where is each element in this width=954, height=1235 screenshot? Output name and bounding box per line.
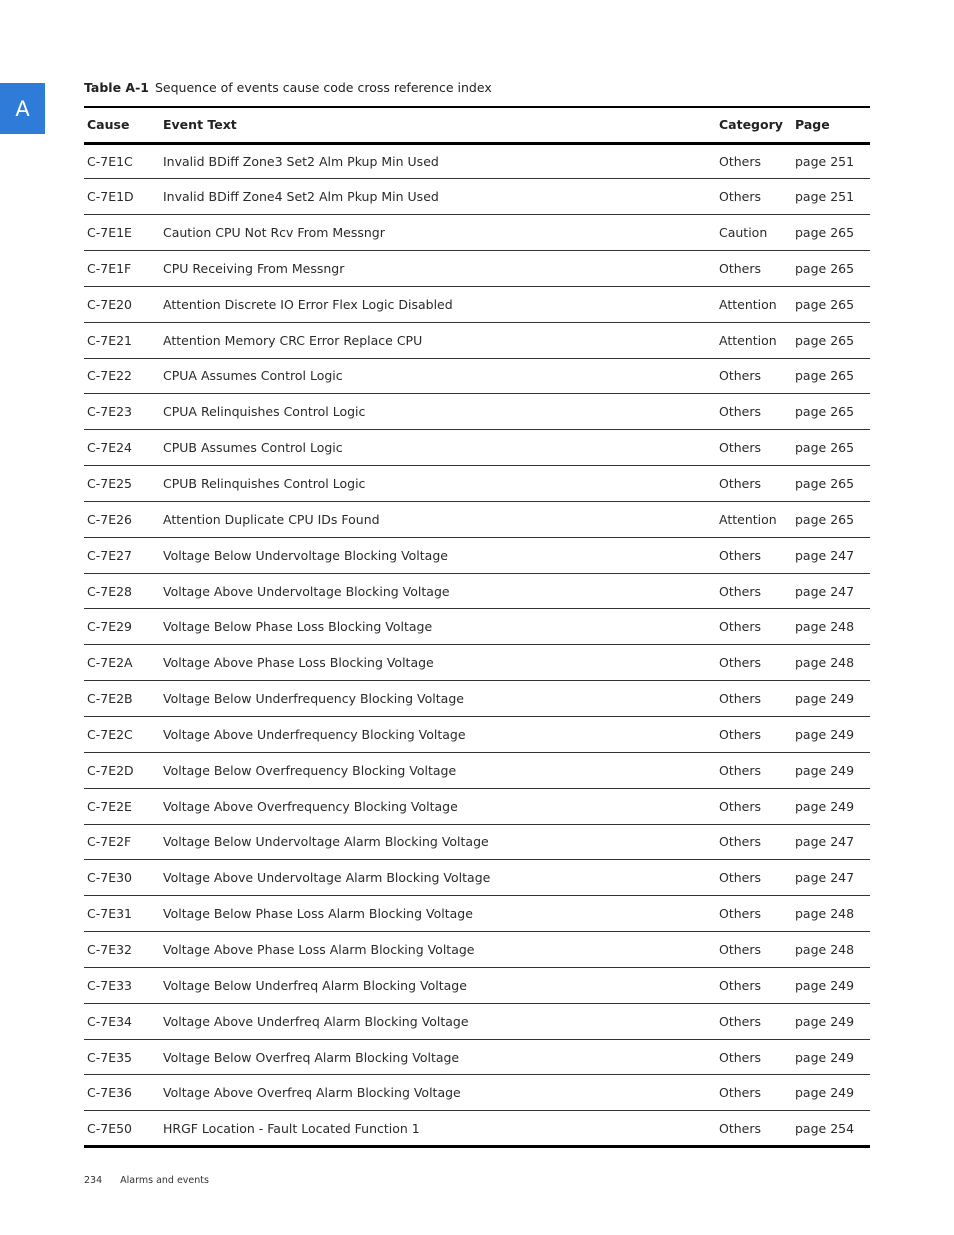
table-row: [84, 322, 870, 358]
cell-category: Others: [719, 1049, 762, 1065]
table-row: [84, 1039, 870, 1075]
cell-page: page 265: [795, 225, 855, 241]
header-event-text: Event Text: [163, 117, 237, 133]
table-row: [84, 1111, 870, 1147]
table-row: [84, 251, 870, 287]
cell-category: Others: [719, 189, 762, 205]
cell-cause: C-7E34: [87, 1013, 132, 1029]
cell-cause: C-7E1D: [87, 189, 134, 205]
cell-category: Others: [719, 655, 762, 671]
footer-page-number: 234: [84, 1175, 103, 1186]
cell-category: Others: [719, 834, 762, 850]
cell-cause: C-7E23: [87, 404, 132, 420]
cell-cause: C-7E22: [87, 368, 132, 384]
cell-cause: C-7E26: [87, 511, 132, 527]
cell-category: Others: [719, 1085, 762, 1101]
cell-page: page 249: [795, 1013, 855, 1029]
cell-category: Others: [719, 941, 762, 957]
cell-page: page 248: [795, 619, 855, 635]
table-row: [84, 932, 870, 968]
table-row: [84, 717, 870, 753]
cell-event-text: Invalid BDiff Zone3 Set2 Alm Pkup Min Used: [163, 153, 439, 169]
cell-page: page 249: [795, 977, 855, 993]
cell-event-text: Voltage Above Overfreq Alarm Blocking Voltage: [163, 1085, 461, 1101]
table-row: [84, 645, 870, 681]
cell-cause: C-7E2F: [87, 834, 132, 850]
cell-event-text: Attention Duplicate CPU IDs Found: [163, 511, 380, 527]
cell-category: Others: [719, 762, 762, 778]
cell-category: Caution: [719, 225, 768, 241]
table-row: [84, 537, 870, 573]
cell-cause: C-7E2D: [87, 762, 134, 778]
table-row: [84, 286, 870, 322]
table-caption-label: Table A-1: [84, 80, 149, 95]
cell-page: page 247: [795, 547, 855, 563]
table-row: [84, 143, 870, 179]
header-category: Category: [719, 117, 783, 133]
cell-page: page 249: [795, 1049, 855, 1065]
cell-page: page 247: [795, 583, 855, 599]
cell-event-text: CPUB Assumes Control Logic: [163, 440, 343, 456]
cell-category: Others: [719, 870, 762, 886]
cell-event-text: Voltage Above Underfrequency Blocking Voltage: [163, 726, 466, 742]
footer-section: Alarms and events: [120, 1175, 209, 1186]
cell-page: page 265: [795, 260, 855, 276]
cell-category: Attention: [719, 332, 777, 348]
cell-page: page 249: [795, 726, 855, 742]
table-row: [84, 466, 870, 502]
cell-page: page 247: [795, 870, 855, 886]
cell-page: page 265: [795, 404, 855, 420]
table-row: [84, 501, 870, 537]
table-row: [84, 1003, 870, 1039]
cell-page: page 249: [795, 1085, 855, 1101]
cell-category: Attention: [719, 511, 777, 527]
table-row: [84, 896, 870, 932]
cell-event-text: CPUA Assumes Control Logic: [163, 368, 343, 384]
cell-category: Others: [719, 476, 762, 492]
table-row: [84, 215, 870, 251]
cell-cause: C-7E29: [87, 619, 132, 635]
cell-category: Others: [719, 440, 762, 456]
table-row: [84, 824, 870, 860]
cell-event-text: Invalid BDiff Zone4 Set2 Alm Pkup Min Used: [163, 189, 439, 205]
cell-event-text: Voltage Below Overfreq Alarm Blocking Voltage: [163, 1049, 460, 1065]
cell-event-text: CPUB Relinquishes Control Logic: [163, 476, 366, 492]
table-row: [84, 573, 870, 609]
table-caption-text: Sequence of events cause code cross reference index: [154, 80, 492, 95]
cell-category: Others: [719, 619, 762, 635]
table-row: [84, 967, 870, 1003]
cell-category: Others: [719, 906, 762, 922]
cell-cause: C-7E36: [87, 1085, 132, 1101]
cell-category: Others: [719, 1120, 762, 1136]
cell-category: Others: [719, 153, 762, 169]
cell-page: page 249: [795, 691, 855, 707]
cell-page: page 248: [795, 941, 855, 957]
cell-category: Others: [719, 726, 762, 742]
cell-event-text: Attention Discrete IO Error Flex Logic Disabled: [163, 296, 453, 312]
cell-page: page 265: [795, 368, 855, 384]
cell-cause: C-7E50: [87, 1120, 132, 1136]
cause-code-table: [84, 106, 870, 1148]
table-row: [84, 1075, 870, 1111]
cell-cause: C-7E2A: [87, 655, 133, 671]
cell-cause: C-7E2B: [87, 691, 133, 707]
cell-page: page 265: [795, 511, 855, 527]
cell-event-text: Voltage Below Phase Loss Blocking Voltage: [163, 619, 433, 635]
cell-page: page 265: [795, 332, 855, 348]
cell-page: page 248: [795, 906, 855, 922]
table-row: [84, 681, 870, 717]
cell-cause: C-7E28: [87, 583, 132, 599]
header-page: Page: [795, 117, 830, 133]
table-body: [84, 143, 870, 1147]
cell-event-text: CPU Receiving From Messngr: [163, 260, 345, 276]
cell-cause: C-7E35: [87, 1049, 132, 1065]
cell-event-text: Voltage Below Undervoltage Blocking Voltage: [163, 547, 448, 563]
table-row: [84, 609, 870, 645]
cell-page: page 249: [795, 798, 855, 814]
cell-category: Others: [719, 583, 762, 599]
appendix-tab: [0, 83, 45, 134]
cell-category: Others: [719, 260, 762, 276]
cell-cause: C-7E25: [87, 476, 132, 492]
cell-event-text: Voltage Above Underfreq Alarm Blocking Voltage: [163, 1013, 469, 1029]
table-row: [84, 788, 870, 824]
cell-page: page 248: [795, 655, 855, 671]
cell-event-text: HRGF Location - Fault Located Function 1: [163, 1120, 420, 1136]
table-header-row: [84, 107, 870, 143]
cell-event-text: Voltage Above Phase Loss Blocking Voltage: [163, 655, 434, 671]
cell-category: Others: [719, 798, 762, 814]
table-caption: [84, 80, 492, 95]
cell-cause: C-7E21: [87, 332, 132, 348]
cell-category: Others: [719, 1013, 762, 1029]
cell-event-text: Voltage Below Underfrequency Blocking Voltage: [163, 691, 464, 707]
cell-cause: C-7E2C: [87, 726, 133, 742]
table-row: [84, 860, 870, 896]
cell-cause: C-7E1E: [87, 225, 132, 241]
cell-cause: C-7E20: [87, 296, 132, 312]
table-header: [84, 107, 870, 143]
cell-category: Attention: [719, 296, 777, 312]
cell-event-text: Caution CPU Not Rcv From Messngr: [163, 225, 385, 241]
cell-event-text: Voltage Below Overfrequency Blocking Voltage: [163, 762, 457, 778]
cell-cause: C-7E2E: [87, 798, 132, 814]
cell-page: page 265: [795, 476, 855, 492]
header-cause: Cause: [87, 117, 130, 133]
cell-event-text: Voltage Below Phase Loss Alarm Blocking Voltage: [163, 906, 473, 922]
cell-page: page 251: [795, 189, 855, 205]
table-row: [84, 394, 870, 430]
cell-category: Others: [719, 404, 762, 420]
cell-cause: C-7E33: [87, 977, 132, 993]
table-row: [84, 179, 870, 215]
cell-event-text: CPUA Relinquishes Control Logic: [163, 404, 366, 420]
cell-category: Others: [719, 977, 762, 993]
cell-category: Others: [719, 547, 762, 563]
appendix-tab-letter: A: [15, 96, 30, 121]
cell-cause: C-7E27: [87, 547, 132, 563]
page-footer: [84, 1175, 209, 1186]
cell-cause: C-7E24: [87, 440, 132, 456]
table-row: [84, 358, 870, 394]
table-row: [84, 430, 870, 466]
cell-cause: C-7E30: [87, 870, 132, 886]
cell-page: page 265: [795, 296, 855, 312]
table-row: [84, 752, 870, 788]
cell-event-text: Voltage Below Undervoltage Alarm Blocking Voltage: [163, 834, 489, 850]
cell-category: Others: [719, 368, 762, 384]
cell-page: page 254: [795, 1120, 855, 1136]
cell-category: Others: [719, 691, 762, 707]
cell-event-text: Voltage Above Overfrequency Blocking Voltage: [163, 798, 458, 814]
cell-event-text: Voltage Above Undervoltage Blocking Voltage: [163, 583, 450, 599]
cell-page: page 249: [795, 762, 855, 778]
cell-event-text: Voltage Above Undervoltage Alarm Blocking Voltage: [163, 870, 491, 886]
cell-cause: C-7E31: [87, 906, 132, 922]
cell-page: page 247: [795, 834, 855, 850]
cell-event-text: Attention Memory CRC Error Replace CPU: [163, 332, 423, 348]
cell-cause: C-7E1C: [87, 153, 133, 169]
cell-cause: C-7E1F: [87, 260, 132, 276]
cell-cause: C-7E32: [87, 941, 132, 957]
cell-page: page 251: [795, 153, 855, 169]
cell-page: page 265: [795, 440, 855, 456]
cell-event-text: Voltage Below Underfreq Alarm Blocking Voltage: [163, 977, 467, 993]
cell-event-text: Voltage Above Phase Loss Alarm Blocking Voltage: [163, 941, 475, 957]
